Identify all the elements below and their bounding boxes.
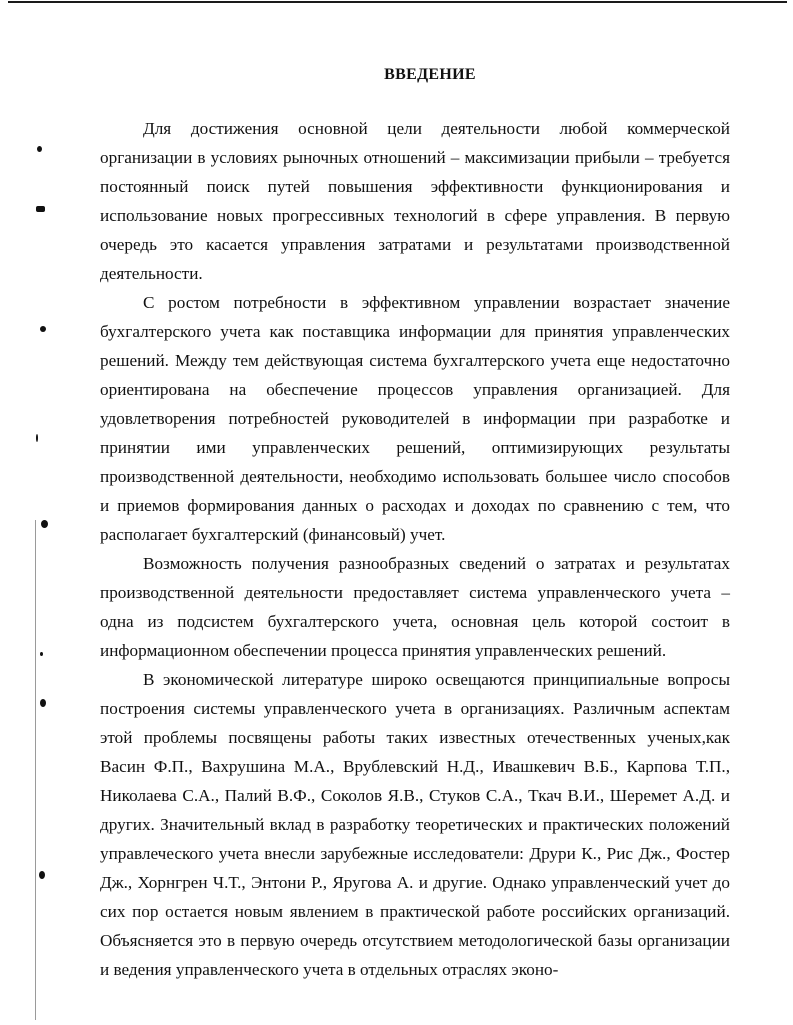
page-title: ВВЕДЕНИЕ — [384, 66, 476, 83]
scan-top-edge — [8, 1, 787, 3]
scan-left-edge — [35, 520, 36, 1020]
scan-speck — [40, 652, 43, 656]
scan-speck — [36, 206, 45, 212]
scan-speck — [36, 434, 38, 442]
body-text — [100, 114, 730, 984]
paragraph: Для достижения основной цели деятельности любой коммерческой организации в условиях рыночных отношений – максимизации прибыли – требуется постоянный поиск путей повышения эффективности функционирования и использование новых прогрессивных технологий в сфере управления. В первую очередь это касается управления затратами и результатами производственной деятельности. — [100, 119, 730, 283]
scan-speck — [40, 699, 46, 707]
scan-speck — [40, 326, 46, 332]
scan-speck — [39, 871, 45, 879]
scan-speck — [41, 520, 48, 528]
paragraph: Возможность получения разнообразных сведений о затратах и результатах производственной деятельности предоставляет система управленческого учета – одна из подсистем бухгалтерского учета, основная цель которой состоит в информационном обеспечении процесса принятия управленческих решений. — [100, 554, 730, 660]
paragraph: В экономической литературе широко освещаются принципиальные вопросы построения системы управленческого учета в организациях. Различным аспектам этой проблемы посвящены работы таких известных отечественных ученых,как Васин Ф.П., Вахрушина М.А., Врублевский Н.Д., Ивашкевич В.Б., Карпова Т.П., Николаева С.А., Палий В.Ф., Соколов Я.В., Стуков С.А., Ткач В.И., Шеремет А.Д. и других. Значительный вклад в разработку теоретических и практических положений управлеческого учета внесли зарубежные исследователи: Друри К., Рис Дж., Фостер Дж., Хорнгрен Ч.Т., Энтони Р., Яругова А. и другие. Однако управленческий учет до сих пор остается новым явлением в практической работе российских организаций. Объясняется это в первую очередь отсутствием методологической базы организации и ведения управленческого учета в отдельных отраслях эконо- — [100, 670, 730, 979]
scan-speck — [37, 146, 42, 152]
paragraph: С ростом потребности в эффективном управлении возрастает значение бухгалтерского учета как поставщика информации для принятия управленческих решений. Между тем действующая система бухгалтерского учета еще недостаточно ориентирована на обеспечение процессов управления организацией. Для удовлетворения потребностей руководителей в информации при разработке и принятии ими управленческих решений, оптимизирующих результаты производственной деятельности, необходимо использовать большее число способов и приемов формирования данных о расходах и доходах по сравнению с тем, что располагает бухгалтерский (финансовый) учет. — [100, 293, 730, 544]
